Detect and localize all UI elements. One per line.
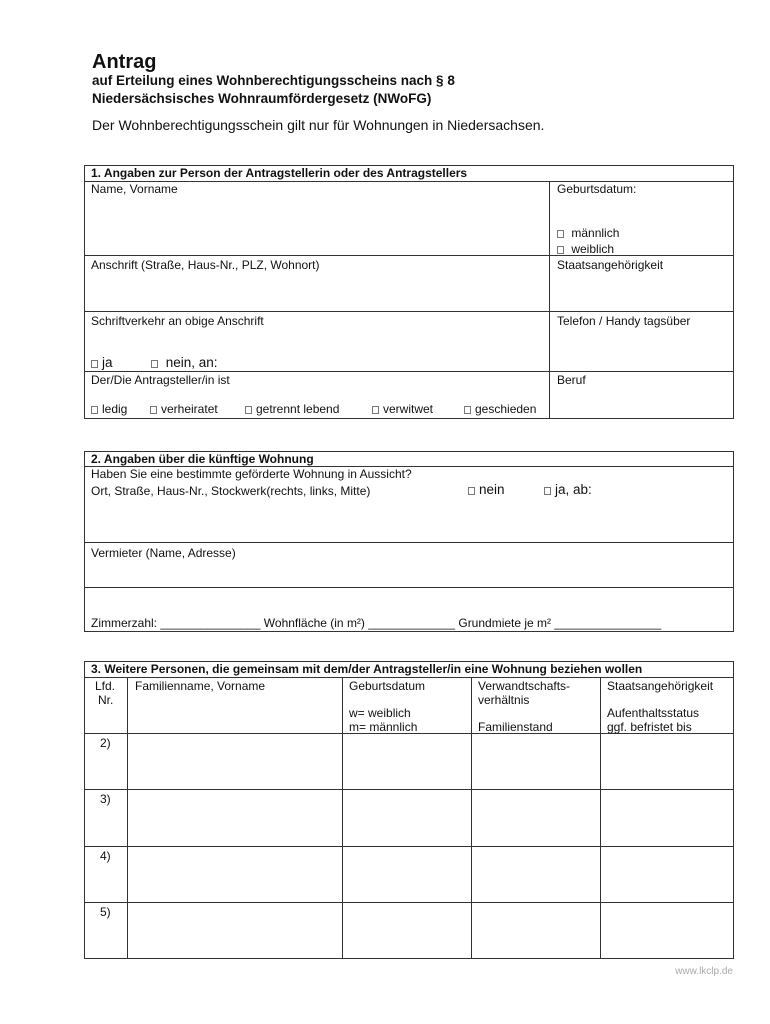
checkbox-icon[interactable]: [372, 406, 379, 414]
table-row-number: 5): [100, 905, 111, 919]
checkbox-icon[interactable]: [150, 406, 157, 414]
correspondence-no-option[interactable]: nein, an:: [151, 356, 218, 370]
status-option-single[interactable]: ledig: [91, 402, 127, 416]
col-no-header-line1: Lfd.: [95, 679, 116, 693]
checkbox-icon[interactable]: [245, 406, 252, 414]
phone-label: Telefon / Handy tagsüber: [557, 314, 691, 328]
form-subtitle-line1: auf Erteilung eines Wohnberechtigungsscheins nach § 8: [92, 73, 455, 88]
section1-heading: 1. Angaben zur Person der Antragstellerin oder des Antragstellers: [91, 166, 468, 180]
checkbox-icon[interactable]: [151, 360, 158, 368]
form-title: Antrag: [92, 51, 157, 73]
checkbox-icon[interactable]: [464, 406, 471, 414]
checkbox-icon[interactable]: [468, 487, 475, 495]
validity-note: Der Wohnberechtigungsschein gilt nur für Wohnungen in Niedersachsen.: [92, 117, 545, 133]
gender-male-option[interactable]: männlich: [557, 226, 619, 240]
checkbox-icon[interactable]: [91, 406, 98, 414]
status-option-married[interactable]: verheiratet: [150, 402, 218, 416]
col-birth-female-hint: w= weiblich: [349, 706, 411, 720]
table-row-number: 3): [100, 792, 111, 806]
status-option-divorced[interactable]: geschieden: [464, 402, 536, 416]
apartment-no-option[interactable]: nein: [468, 483, 505, 497]
checkbox-icon[interactable]: [544, 487, 551, 495]
section3-heading: 3. Weitere Personen, die gemeinsam mit dem/der Antragsteller/in eine Wohnung beziehen wollen: [91, 662, 643, 676]
col-nationality-header: Staatsangehörigkeit: [607, 679, 714, 693]
col-birth-header: Geburtsdatum: [349, 679, 426, 693]
rooms-area-rent-line[interactable]: Zimmerzahl: _______________ Wohnfläche (in m²) _____________ Grundmiete je m² ________________: [91, 616, 662, 630]
form-subtitle-line2: Niedersächsisches Wohnraumfördergesetz (NWoFG): [92, 91, 432, 106]
col-no-header-line2: Nr.: [98, 693, 114, 707]
birthdate-label: Geburtsdatum:: [557, 182, 637, 196]
col-marital-header: Familienstand: [478, 720, 553, 734]
col-relation-header-line2: verhältnis: [478, 693, 530, 707]
col-relation-header-line1: Verwandtschafts-: [478, 679, 571, 693]
location-label: Ort, Straße, Haus-Nr., Stockwerk(rechts, links, Mitte): [91, 484, 371, 498]
col-residence-status-header: Aufenthaltsstatus: [607, 706, 700, 720]
correspondence-label: Schriftverkehr an obige Anschrift: [91, 314, 264, 328]
apartment-yes-option[interactable]: ja, ab:: [544, 483, 592, 497]
status-option-separated[interactable]: getrennt lebend: [245, 402, 339, 416]
nationality-label: Staatsangehörigkeit: [557, 258, 664, 272]
correspondence-yes-option[interactable]: ja: [91, 356, 113, 370]
job-label: Beruf: [557, 373, 586, 387]
col-name-header: Familienname, Vorname: [135, 679, 266, 693]
table-row-number: 4): [100, 849, 111, 863]
checkbox-icon[interactable]: [557, 246, 564, 254]
name-label: Name, Vorname: [91, 182, 178, 196]
footer-url: www.lkclp.de: [675, 966, 733, 977]
table-row-number: 2): [100, 736, 111, 750]
apartment-question: Haben Sie eine bestimmte geförderte Wohnung in Aussicht?: [91, 467, 412, 481]
checkbox-icon[interactable]: [557, 230, 564, 238]
col-limited-until-header: ggf. befristet bis: [607, 720, 692, 734]
col-birth-male-hint: m= männlich: [349, 720, 418, 734]
gender-female-option[interactable]: weiblich: [557, 242, 614, 256]
checkbox-icon[interactable]: [91, 360, 98, 368]
section2-heading: 2. Angaben über die künftige Wohnung: [91, 452, 314, 466]
address-label: Anschrift (Straße, Haus-Nr., PLZ, Wohnort): [91, 258, 320, 272]
marital-status-label: Der/Die Antragsteller/in ist: [91, 373, 230, 387]
landlord-label: Vermieter (Name, Adresse): [91, 546, 236, 560]
status-option-widowed[interactable]: verwitwet: [372, 402, 433, 416]
